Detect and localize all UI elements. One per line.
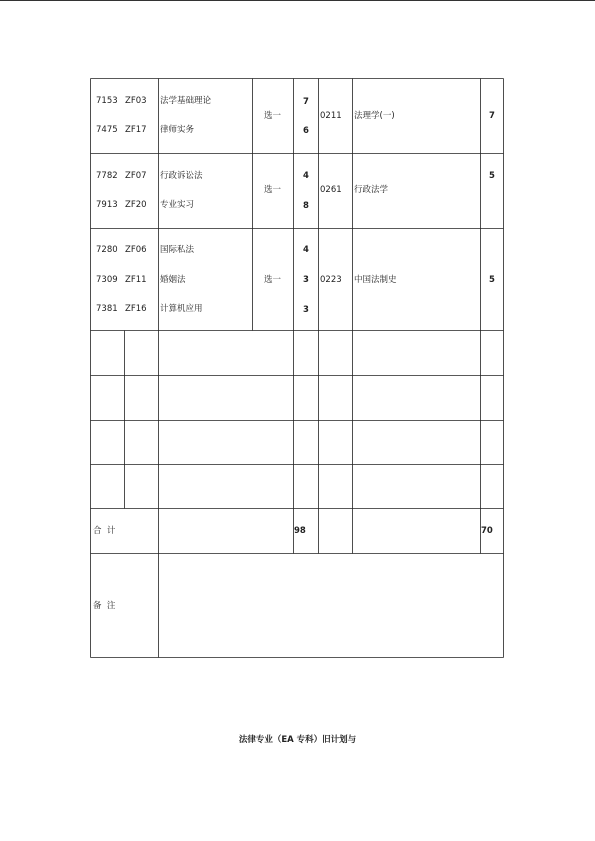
course-code: 7153 bbox=[96, 96, 118, 106]
course-code: 7913 bbox=[96, 200, 118, 210]
course-name: 行政诉讼法 bbox=[160, 171, 203, 181]
course-zf: ZF03 bbox=[125, 96, 147, 106]
course-name: 婚姻法 bbox=[160, 275, 186, 285]
ref-credit: 5 bbox=[489, 275, 495, 285]
course-credit: 3 bbox=[303, 275, 309, 285]
remarks-label: 备 注 bbox=[93, 601, 116, 611]
ref-code: 0261 bbox=[320, 185, 342, 195]
course-credit: 4 bbox=[303, 245, 309, 255]
course-credit: 3 bbox=[303, 305, 309, 315]
ref-name: 法理学(一) bbox=[354, 111, 395, 121]
right-total: 70 bbox=[481, 526, 493, 536]
course-zf: ZF11 bbox=[125, 275, 147, 285]
course-credit: 6 bbox=[303, 126, 309, 136]
course-zf: ZF07 bbox=[125, 171, 147, 181]
course-credit: 7 bbox=[303, 97, 309, 107]
ref-name: 行政法学 bbox=[354, 185, 389, 195]
course-name: 法学基础理论 bbox=[160, 96, 212, 106]
total-label: 合 计 bbox=[93, 526, 116, 536]
course-name: 专业实习 bbox=[160, 200, 195, 210]
left-total: 98 bbox=[294, 526, 306, 536]
course-zf: ZF17 bbox=[125, 125, 147, 135]
course-zf: ZF06 bbox=[125, 245, 147, 255]
course-credit: 8 bbox=[303, 201, 309, 211]
course-name: 律师实务 bbox=[160, 125, 195, 135]
ref-code: 0211 bbox=[320, 111, 342, 121]
course-credit: 4 bbox=[303, 171, 309, 181]
course-zf: ZF16 bbox=[125, 304, 147, 314]
course-code: 7280 bbox=[96, 245, 118, 255]
course-zf: ZF20 bbox=[125, 200, 147, 210]
choice-label: 选一 bbox=[264, 275, 282, 285]
ref-credit: 5 bbox=[489, 171, 495, 181]
course-code: 7309 bbox=[96, 275, 118, 285]
choice-label: 选一 bbox=[264, 111, 282, 121]
course-code: 7381 bbox=[96, 304, 118, 314]
course-name: 国际私法 bbox=[160, 245, 195, 255]
ref-name: 中国法制史 bbox=[354, 275, 397, 285]
footer-title: 法律专业（EA 专科）旧计划与 bbox=[238, 735, 357, 745]
ref-credit: 7 bbox=[489, 111, 495, 121]
course-code: 7475 bbox=[96, 125, 118, 135]
course-name: 计算机应用 bbox=[160, 304, 203, 314]
choice-label: 选一 bbox=[264, 185, 282, 195]
ref-code: 0223 bbox=[320, 275, 342, 285]
course-code: 7782 bbox=[96, 171, 118, 181]
